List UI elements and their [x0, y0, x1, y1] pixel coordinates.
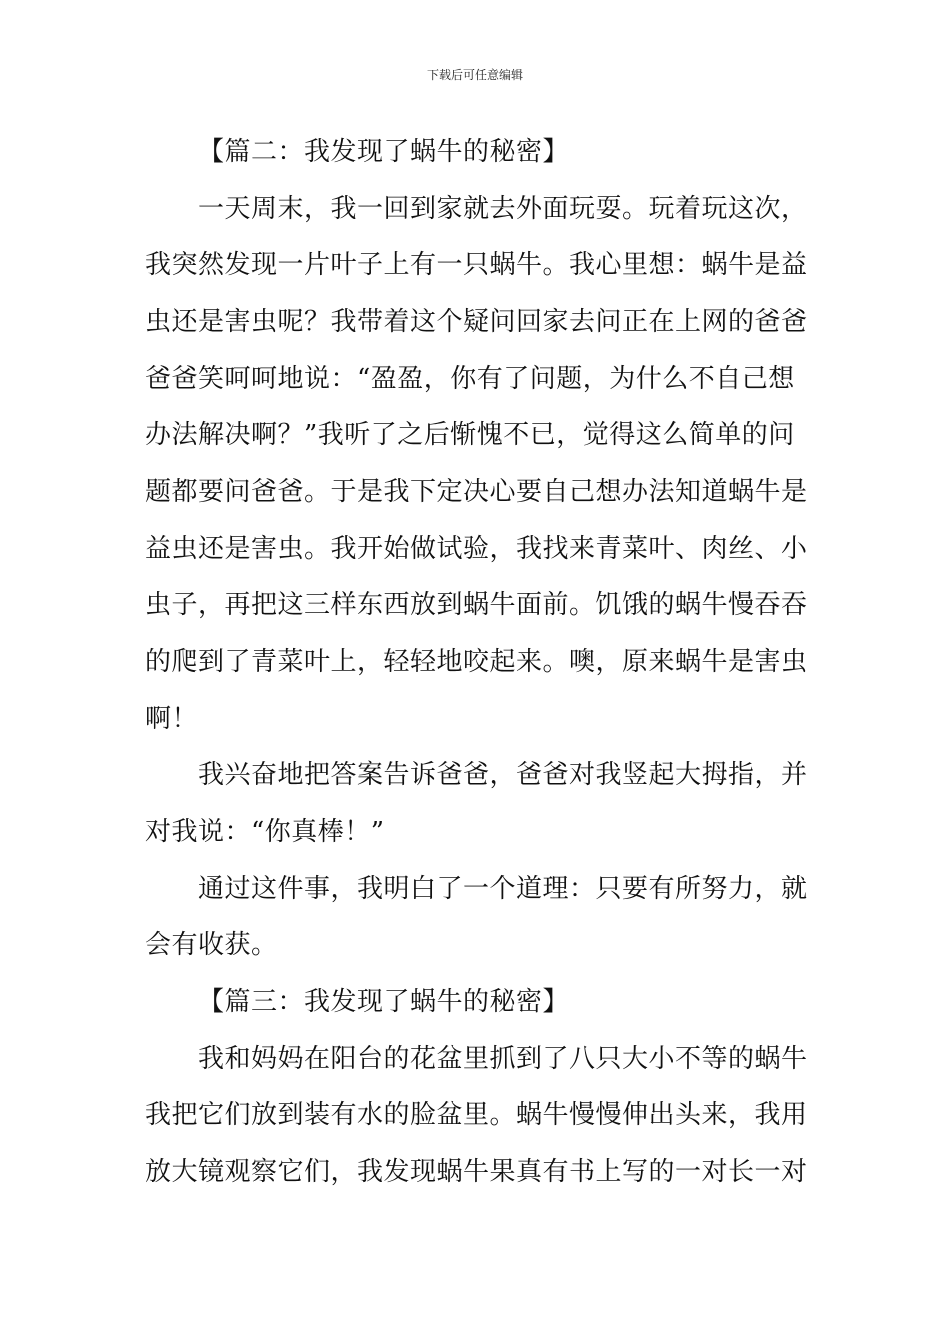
- paragraph-line: 一天周末，我一回到家就去外面玩耍。玩着玩这次，: [198, 194, 808, 224]
- paragraph-line: 啊！: [145, 704, 199, 734]
- paragraph-line: 的爬到了青菜叶上，轻轻地咬起来。噢，原来蜗牛是害虫: [145, 647, 808, 677]
- paragraph-line: 我把它们放到装有水的脸盆里。蜗牛慢慢伸出头来，我用: [145, 1100, 808, 1130]
- section-heading: 【篇三：我发现了蜗牛的秘密】: [198, 987, 570, 1017]
- paragraph-line: 办法解决啊？”我听了之后惭愧不已，觉得这么简单的问: [145, 420, 795, 450]
- paragraph-line: 对我说：“你真棒！”: [145, 817, 385, 847]
- paragraph-line: 虫还是害虫呢？我带着这个疑问回家去问正在上网的爸爸: [145, 307, 808, 337]
- section-heading: 【篇二：我发现了蜗牛的秘密】: [198, 137, 570, 167]
- paragraph-line: 通过这件事，我明白了一个道理：只要有所努力，就: [198, 874, 808, 904]
- paragraph-line: 题都要问爸爸。于是我下定决心要自己想办法知道蜗牛是: [145, 477, 808, 507]
- paragraph-line: 会有收获。: [145, 930, 278, 960]
- paragraph-line: 我兴奋地把答案告诉爸爸，爸爸对我竖起大拇指，并: [198, 760, 808, 790]
- page-header: 下载后可任意编辑: [426, 68, 523, 82]
- paragraph-line: 益虫还是害虫。我开始做试验，我找来青菜叶、肉丝、小: [145, 534, 808, 564]
- paragraph-line: 爸爸笑呵呵地说：“盈盈，你有了问题，为什么不自己想: [145, 364, 795, 394]
- paragraph-line: 虫子，再把这三样东西放到蜗牛面前。饥饿的蜗牛慢吞吞: [145, 590, 808, 620]
- paragraph-line: 放大镜观察它们，我发现蜗牛果真有书上写的一对长一对: [145, 1157, 808, 1187]
- paragraph-line: 我突然发现一片叶子上有一只蜗牛。我心里想：蜗牛是益: [145, 250, 808, 280]
- paragraph-line: 我和妈妈在阳台的花盆里抓到了八只大小不等的蜗牛: [198, 1044, 808, 1074]
